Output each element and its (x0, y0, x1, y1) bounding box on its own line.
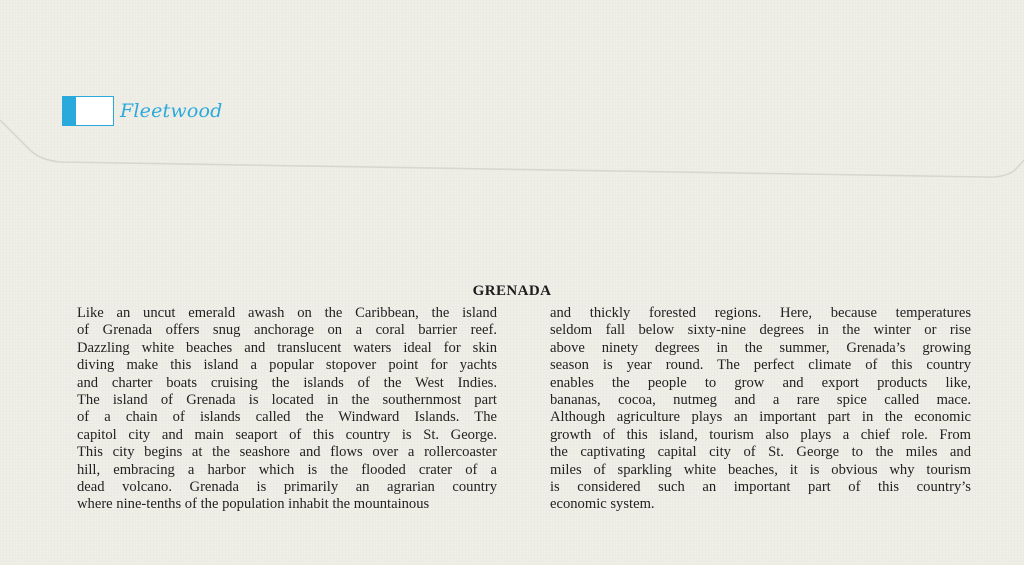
article-line: where nine-tenths of the population inhabit the mountainous (77, 496, 430, 513)
article-line: The island of Grenada is located in the southernmost part (77, 392, 497, 409)
article-column-left (77, 305, 497, 514)
article-line: and thickly forested regions. Here, because temperatures (550, 305, 971, 321)
article-line: This city begins at the seashore and flows over a rollercoaster (77, 444, 497, 461)
article-line: of a chain of islands called the Windward Islands. The (77, 409, 497, 426)
article-line: bananas, cocoa, nutmeg and a rare spice called mace. (550, 392, 971, 409)
article-line: above ninety degrees in the summer, Grenada’s growing (550, 339, 971, 356)
article-line: is considered such an important part of this country’s (550, 479, 971, 496)
article-line: hill, embracing a harbor which is the flooded crater of a (77, 461, 497, 478)
logo-mark-icon (62, 96, 114, 126)
article-line: miles of sparkling white beaches, it is obvious why tourism (550, 461, 971, 478)
article-column-right (550, 305, 971, 514)
logo-wordmark: Fleetwood (120, 100, 223, 122)
article-line: Like an uncut emerald awash on the Caribbean, the island (77, 305, 497, 321)
article-line: economic system. (550, 496, 655, 513)
article-line: season is year round. The perfect climate of this country (550, 357, 971, 374)
article-line: and charter boats cruising the islands of the West Indies. (77, 374, 497, 391)
article-line: growth of this island, tourism also plays a chief role. From (550, 426, 971, 443)
article-line: diving make this island a popular stopover point for yachts (77, 357, 497, 374)
article-title: GRENADA (472, 283, 552, 299)
article-line: of Grenada offers snug anchorage on a coral barrier reef. (77, 322, 497, 339)
article-line: capitol city and main seaport of this country is St. George. (77, 426, 497, 443)
article-line: enables the people to grow and export products like, (550, 374, 971, 391)
article-line: seldom fall below sixty-nine degrees in the winter or rise (550, 322, 971, 339)
article-line: dead volcano. Grenada is primarily an agrarian country (77, 479, 497, 496)
article-line: Although agriculture plays an important part in the economic (550, 409, 971, 426)
brand-logo (62, 96, 223, 126)
article-line: the captivating capital city of St. George to the miles and (550, 444, 971, 461)
article-line: Dazzling white beaches and translucent waters ideal for skin (77, 339, 497, 356)
